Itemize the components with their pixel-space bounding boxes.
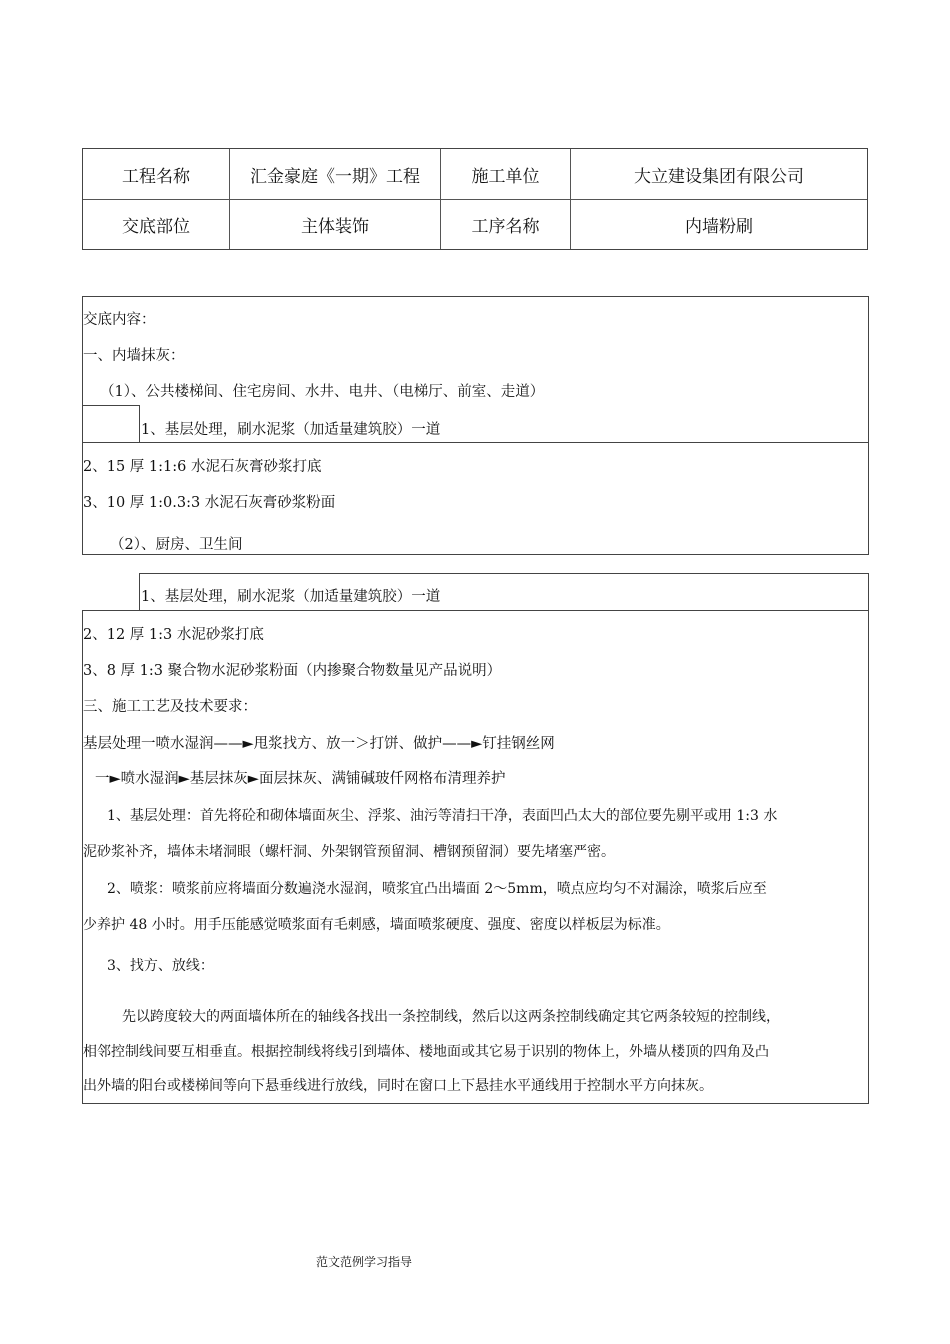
sub2-item-3: 3、8 厚 1:3 聚合物水泥砂浆粉面（内掺聚合物数量见产品说明） <box>83 663 502 679</box>
frame-line <box>82 442 869 443</box>
process-flow-line-1: 基层处理一喷水湿润——►甩浆找方、放一＞打饼、做护——►钉挂钢丝网 <box>83 736 555 752</box>
project-name-label: 工程名称 <box>122 166 190 187</box>
section-label: 交底部位 <box>122 217 190 237</box>
contractor-label: 施工单位 <box>471 166 540 187</box>
section-3-heading: 三、施工工艺及技术要求： <box>83 699 257 715</box>
frame-line <box>82 405 140 406</box>
subsection-1-heading: （1）、公共楼梯间、住宅房间、水井、电井、（电梯厅、前室、走道） <box>100 384 545 400</box>
paragraph-1-line-1: 1、基层处理：首先将砼和砌体墙面灰尘、浮浆、油污等清扫干净，表面凹凸太大的部位要先剔平或用 1:3 水 <box>107 808 778 824</box>
project-name-value: 汇金豪庭《一期》工程 <box>250 166 420 187</box>
process-label: 工序名称 <box>471 217 540 237</box>
footer-text: 范文范例学习指导 <box>316 1255 413 1269</box>
sub2-item-2: 2、12 厚 1:3 水泥砂浆打底 <box>83 627 264 643</box>
paragraph-3-line-3: 出外墙的阳台或楼梯间等向下悬垂线进行放线，同时在窗口上下悬挂水平通线用于控制水平方向抹灰。 <box>83 1078 713 1094</box>
contractor-value: 大立建设集团有限公司 <box>634 166 804 187</box>
paragraph-3-line-2: 相邻控制线间要互相垂直。根据控制线将线引到墙体、楼地面或其它易于识别的物体上，外墙从楼顶的四角及凸 <box>83 1044 769 1060</box>
paragraph-3-line-1: 先以跨度较大的两面墙体所在的轴线各找出一条控制线，然后以这两条控制线确定其它两条较短的控制线， <box>122 1009 780 1025</box>
sub1-item-3: 3、10 厚 1:0.3:3 水泥石灰膏砂浆粉面 <box>83 495 336 511</box>
sub1-item-2: 2、15 厚 1:1:6 水泥石灰膏砂浆打底 <box>83 459 322 475</box>
section-1-heading: 一、内墙抹灰： <box>83 348 185 364</box>
process-value: 内墙粉刷 <box>685 217 753 237</box>
header-table <box>82 148 868 250</box>
subsection-2-heading: （2）、厨房、卫生间 <box>110 537 243 553</box>
paragraph-2-line-1: 2、喷浆：喷浆前应将墙面分数遍浇水湿润，喷浆宜凸出墙面 2～5mm，喷点应均匀不对漏涂，喷浆后应至 <box>107 881 767 897</box>
sub1-item-1: 1、基层处理，刷水泥浆（加适量建筑胶）一道 <box>141 422 441 438</box>
paragraph-2-line-2: 少养护 48 小时。用手压能感觉喷浆面有毛刺感，墙面喷浆硬度、强度、密度以样板层为标准。 <box>83 917 670 933</box>
process-flow-line-2: 一►喷水湿润►基层抹灰►面层抹灰、满铺碱玻仟网格布清理养护 <box>95 771 506 787</box>
frame-line <box>139 405 140 442</box>
paragraph-1-line-2: 泥砂浆补齐，墙体未堵洞眼（螺杆洞、外架钢管预留洞、槽钢预留洞）要先堵塞严密。 <box>83 844 615 860</box>
sub2-item-1: 1、基层处理，刷水泥浆（加适量建筑胶）一道 <box>141 589 441 605</box>
section-value: 主体装饰 <box>301 217 369 237</box>
paragraph-3-heading: 3、找方、放线： <box>107 958 214 974</box>
content-title: 交底内容： <box>83 312 156 328</box>
